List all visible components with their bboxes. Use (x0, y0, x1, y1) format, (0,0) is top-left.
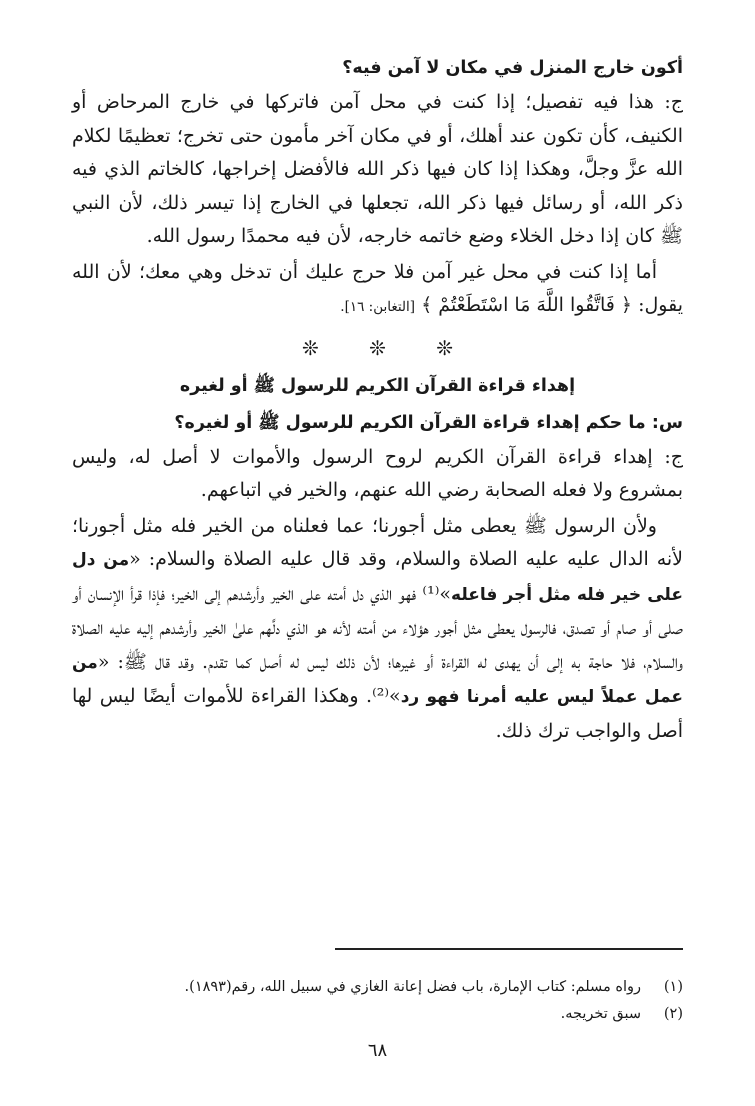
answer-paragraph-2 (72, 256, 683, 325)
answer-text: أما إذا كنت في محل غير آمن فلا حرج عليك أن تدخل وهي معك؛ لأن الله يقول: (72, 260, 683, 316)
footnote-text: سبق تخريجه. (560, 1006, 641, 1022)
answer-paragraph-4 (72, 510, 683, 749)
footnote-number: (١) (663, 979, 683, 995)
hadith-quote: من دل على خير فله مثل أجر فاعله (72, 550, 683, 605)
footnote-ref-2: »⁽²⁾ (372, 685, 401, 707)
footnote-divider (335, 948, 683, 950)
footnote-2 (72, 1003, 683, 1025)
hadith-quote-2: من عمل عملاً ليس عليه أمرنا فهو رد (72, 652, 684, 707)
paragraph-text-3: . وهكذا القراءة للأموات أيضًا ليس لها أصل والواجب ترك ذلك. (72, 685, 683, 742)
quran-verse: ﴿ فَاتَّقُوا اللَّهَ مَا اسْتَطَعْتُمْ ﴾ (421, 294, 633, 316)
page-body (72, 50, 683, 748)
question-heading: أكون خارج المنزل في مكان لا آمن فيه؟ (342, 58, 683, 78)
answer-paragraph: ج: هذا فيه تفصيل؛ إذا كنت في محل آمن فاتركها في خارج المرحاض أو الكنيف، كأن تكون عند أهلك، أو في مكان آخر مأمون حتى تخرج؛ تعظيمًا لكلام الله عزَّ وجلَّ، وهكذا إذا كان فيها ذكر الله فالأفضل إخراجها، كالخاتم الذي فيه ذكر الله، أو رسائل فيها ذكر الله، تجعلها في الخارج إذا تيسر ذلك، لأن النبي ﷺ كان إذا دخل الخلاء وضع خاتمه خارجه، لأن فيه محمدًا رسول الله. (72, 91, 683, 247)
footnote-ref-1: »⁽¹⁾ (422, 582, 452, 605)
section-separator: ❊ ❊ ❊ (302, 335, 453, 360)
paragraph-text: ولأن الرسول ﷺ يعطى مثل أجورنا؛ عما فعلناه من الخير فله مثل أجورنا؛ لأنه الدال عليه عليه الصلاة والسلام، وقد قال عليه الصلاة والسلام: « (72, 514, 684, 570)
footnote-1 (72, 976, 683, 998)
paragraph-text-2: فهو الذي دل أمته على الخير وأرشدهم إلى الخير؛ فإذا قرأ الإنسان أو صلى أو صام أو تصدق، فالرسول يعطى مثل أجور هؤلاء من أمته لأنه هو الذي دلَّهم علىٰ الخير وأرشدهم إليه عليه الصلاة والسلام، فلا حاجة به إلى أن يهدى له القراءة أو غيرها؛ لأن ذلك ليس له أصل كما تقدم. وقد قال ﷺ: « (72, 582, 683, 673)
page-number: ٦٨ (367, 1040, 388, 1061)
footnote-text: رواه مسلم: كتاب الإمارة، باب فضل إعانة الغازي في سبيل الله، رقم(١٨٩٣). (184, 979, 641, 995)
section-heading: إهداء قراءة القرآن الكريم للرسول ﷺ أو لغيره (179, 375, 576, 396)
footnote-number: (٢) (663, 1006, 683, 1022)
answer-paragraph-3: ج: إهداء قراءة القرآن الكريم لروح الرسول والأموات لا أصل له، وليس بمشروع ولا فعله الصحابة رضي الله عنهم، والخير في اتباعهم. (72, 445, 683, 501)
verse-reference: [التغابن: ١٦]. (340, 299, 416, 315)
question-heading-2: س: ما حكم إهداء قراءة القرآن الكريم للرسول ﷺ أو لغيره؟ (174, 412, 683, 433)
